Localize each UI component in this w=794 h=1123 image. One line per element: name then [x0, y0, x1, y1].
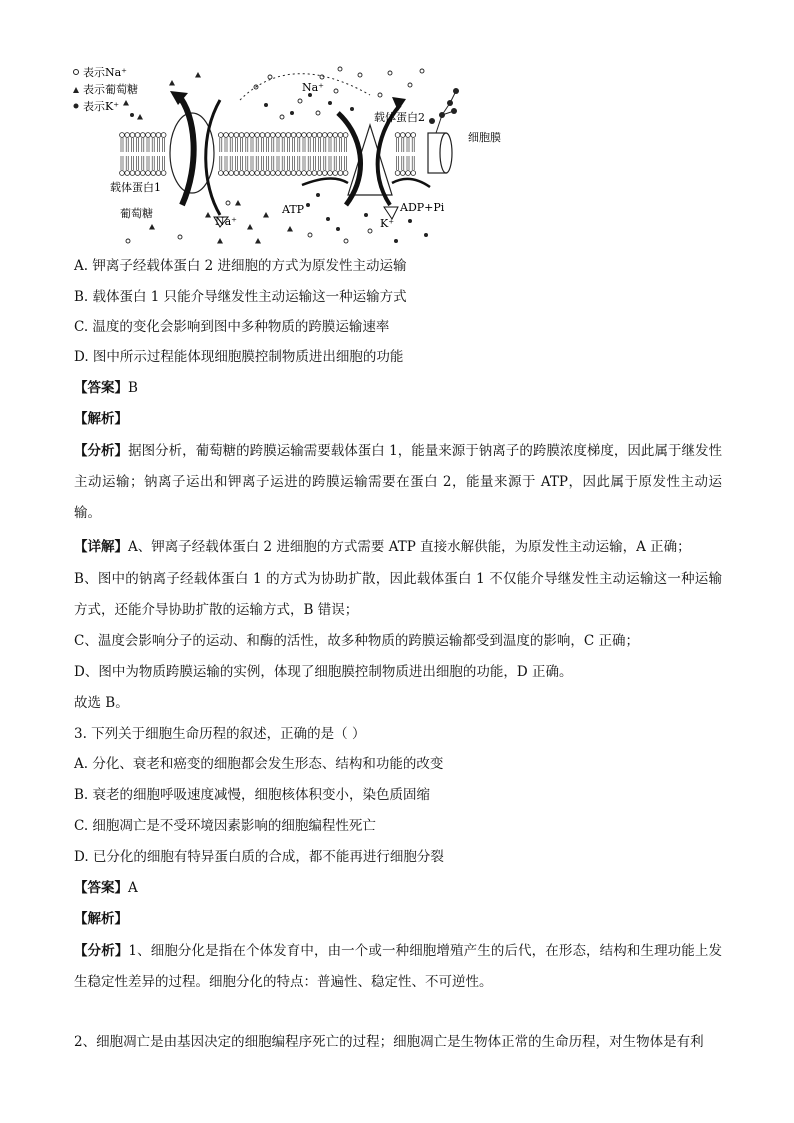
lipid-tail — [131, 138, 133, 152]
potassium-ion — [306, 203, 310, 207]
lipid-tail — [241, 138, 243, 152]
q2-answer — [74, 378, 138, 398]
glucose-molecule — [217, 238, 223, 244]
lipid-head — [229, 133, 234, 138]
lipid-tail — [121, 156, 123, 170]
lipid-tail — [137, 138, 139, 152]
lipid-head — [276, 171, 281, 176]
lipid-tail — [277, 156, 279, 170]
q2-option-b: B. 载体蛋白 1 只能介导继发性主动运输这一种运输方式 — [74, 289, 407, 305]
lipid-tail — [251, 156, 253, 170]
label-glucose: 葡萄糖 — [120, 207, 153, 220]
q2-xiangjie-c: C、温度会影响分子的运动、和酶的活性，故多种物质的跨膜运输都受到温度的影响，C 正确； — [74, 633, 639, 649]
q3-fenxi — [74, 936, 722, 998]
lipid-head — [406, 133, 411, 138]
lipid-head — [312, 171, 317, 176]
fenxi-text: 1、细胞分化是指在个体发育中，由一个或一种细胞增殖产生的后代，在形态，结构和生理功能上发生稳定性差异的过程。细胞分化的特点：普遍性、稳定性、不可逆性。 — [74, 943, 722, 990]
lipid-head — [286, 133, 291, 138]
q2-option-c: C. 温度的变化会影响到图中多种物质的跨膜运输速率 — [74, 319, 390, 335]
lipid-tail — [220, 138, 222, 152]
sodium-ion — [408, 83, 412, 87]
lipid-head — [281, 133, 286, 138]
lipid-tail — [324, 156, 326, 170]
lipid-tail — [241, 156, 243, 170]
lipid-tail — [225, 156, 227, 170]
lipid-head — [343, 133, 348, 138]
glucose-molecule — [137, 114, 143, 120]
glucose-molecule — [123, 100, 129, 106]
lipid-head — [130, 171, 135, 176]
lipid-tail — [287, 138, 289, 152]
lipid-tail — [329, 156, 331, 170]
lipid-tail — [277, 138, 279, 152]
glucose-molecule — [169, 80, 175, 86]
lipid-head — [276, 133, 281, 138]
lipid-tail — [339, 156, 341, 170]
lipid-tail — [345, 138, 347, 152]
lipid-head — [260, 133, 265, 138]
lipid-head — [338, 171, 343, 176]
lipid-tail — [308, 138, 310, 152]
lipid-tail — [152, 138, 154, 152]
sodium-ion — [344, 239, 348, 243]
potassium-ion — [328, 101, 332, 105]
potassium-ion — [130, 113, 134, 117]
lipid-tail — [142, 138, 144, 152]
potassium-ion — [316, 193, 320, 197]
glucose-molecule — [263, 212, 269, 218]
lipid-head — [125, 133, 130, 138]
lipid-head — [333, 133, 338, 138]
lipid-head — [343, 171, 348, 176]
lipid-head — [333, 171, 338, 176]
lipid-head — [244, 171, 249, 176]
sodium-ion — [378, 93, 382, 97]
fenxi-tag: 【分析】 — [74, 943, 129, 959]
membrane-protein-end — [440, 133, 452, 173]
lipid-tail — [147, 138, 149, 152]
lipid-tail — [313, 138, 315, 152]
lipid-tail — [272, 156, 274, 170]
lipid-tail — [402, 156, 404, 170]
lipid-head — [411, 171, 416, 176]
lipid-tail — [157, 138, 159, 152]
lipid-tail — [251, 138, 253, 152]
lipid-head — [255, 133, 260, 138]
lipid-tail — [235, 156, 237, 170]
lipid-tail — [230, 156, 232, 170]
lipid-tail — [412, 138, 414, 152]
lipid-tail — [334, 138, 336, 152]
atp-arrow — [302, 178, 348, 185]
sodium-ion — [316, 111, 320, 115]
legend-glucose: 表示葡萄糖 — [83, 83, 138, 96]
potassium-ion — [350, 107, 354, 111]
lipid-head — [244, 133, 249, 138]
lipid-head — [250, 133, 255, 138]
lipid-tail — [142, 156, 144, 170]
lipid-head — [161, 133, 166, 138]
lipid-head — [140, 171, 145, 176]
lipid-head — [229, 171, 234, 176]
lipid-head — [291, 133, 296, 138]
lipid-head — [156, 133, 161, 138]
lipid-tail — [407, 138, 409, 152]
lipid-tail — [152, 156, 154, 170]
lipid-head — [135, 171, 140, 176]
lipid-tail — [334, 156, 336, 170]
sodium-ion — [178, 235, 182, 239]
lipid-tail — [126, 156, 128, 170]
glucose-legend-icon — [73, 87, 79, 93]
sodium-ion — [388, 71, 392, 75]
q2-xiangjie-d: D、图中为物质跨膜运输的实例，体现了细胞膜控制物质进出细胞的功能，D 正确。 — [74, 664, 573, 680]
label-sodium-top: Na⁺ — [302, 81, 324, 94]
lipid-tail — [163, 156, 165, 170]
lipid-head — [317, 171, 322, 176]
lipid-tail — [319, 156, 321, 170]
q2-conclusion: 故选 B。 — [74, 695, 129, 711]
lipid-tail — [293, 138, 295, 152]
lipid-tail — [246, 156, 248, 170]
lipid-head — [265, 133, 270, 138]
membrane-transport-diagram — [70, 55, 550, 250]
lipid-head — [296, 171, 301, 176]
potassium-ion — [424, 233, 428, 237]
lipid-head — [395, 171, 400, 176]
lipid-tail — [163, 138, 165, 152]
glucose-molecule — [287, 226, 293, 232]
lipid-head — [224, 171, 229, 176]
label-carrier-1: 载体蛋白1 — [110, 181, 161, 194]
q2-xiangjie-b: B、图中的钠离子经载体蛋白 1 的方式为协助扩散，因此载体蛋白 1 不仅能介导继发性主动运输这一种运输方式，还能介导协助扩散的运输方式，B 错误； — [74, 571, 722, 618]
lipid-head — [296, 133, 301, 138]
answer-tag: 【答案】 — [74, 880, 128, 896]
lipid-tail — [412, 156, 414, 170]
lipid-head — [291, 171, 296, 176]
adp-arrow — [392, 179, 430, 187]
q2-xiangjie-a — [74, 532, 722, 563]
lipid-tail — [225, 138, 227, 152]
potassium-legend-icon — [74, 104, 79, 109]
legend-sodium: 表示Na⁺ — [83, 66, 127, 79]
lipid-tail — [345, 156, 347, 170]
lipid-tail — [313, 156, 315, 170]
label-potassium: K⁺ — [380, 217, 395, 230]
q3-option-b: B. 衰老的细胞呼吸速度减慢，细胞核体积变小，染色质固缩 — [74, 787, 431, 803]
lipid-tail — [121, 138, 123, 152]
lipid-tail — [407, 156, 409, 170]
sodium-legend-icon — [74, 70, 79, 75]
lipid-head — [322, 171, 327, 176]
glucose-molecule — [247, 224, 253, 230]
q2-fenxi — [74, 436, 722, 529]
sodium-ion — [338, 67, 342, 71]
lipid-tail — [397, 156, 399, 170]
lipid-tail — [267, 156, 269, 170]
lipid-tail — [282, 138, 284, 152]
lipid-tail — [324, 138, 326, 152]
lipid-head — [120, 171, 125, 176]
lipid-head — [400, 171, 405, 176]
glucose-molecule — [149, 224, 155, 230]
lipid-tail — [329, 138, 331, 152]
lipid-tail — [235, 138, 237, 152]
sodium-ion — [334, 89, 338, 93]
lipid-tail — [126, 138, 128, 152]
legend-potassium: 表示K⁺ — [83, 100, 120, 113]
lipid-head — [338, 133, 343, 138]
answer-value: B — [128, 380, 138, 396]
lipid-tail — [256, 156, 258, 170]
lipid-head — [234, 171, 239, 176]
potassium-ion — [336, 227, 340, 231]
lipid-head — [146, 171, 151, 176]
lipid-tail — [131, 156, 133, 170]
lipid-tail — [147, 156, 149, 170]
lipid-head — [286, 171, 291, 176]
sodium-ion — [280, 115, 284, 119]
sodium-ion — [126, 239, 130, 243]
lipid-head — [151, 133, 156, 138]
lipid-tail — [267, 138, 269, 152]
lipid-tail — [298, 156, 300, 170]
lipid-head — [302, 171, 307, 176]
lipid-tail — [303, 156, 305, 170]
lipid-tail — [256, 138, 258, 152]
q3-point-2: 2、细胞凋亡是由基因决定的细胞编程序死亡的过程；细胞凋亡是生物体正常的生命历程，对生物体是有利 — [74, 1034, 704, 1050]
lipid-head — [156, 171, 161, 176]
lipid-head — [130, 133, 135, 138]
lipid-head — [265, 171, 270, 176]
q3-option-d: D. 已分化的细胞有特异蛋白质的合成，都不能再进行细胞分裂 — [74, 849, 444, 865]
q3-analysis-tag: 【解析】 — [74, 911, 128, 927]
xiangjie-tag: 【详解】 — [74, 539, 128, 555]
lipid-tail — [303, 138, 305, 152]
label-cell-membrane: 细胞膜 — [468, 131, 501, 144]
sodium-ion — [226, 201, 230, 205]
lipid-head — [302, 133, 307, 138]
q2-option-a: A. 钾离子经载体蛋白 2 进细胞的方式为原发性主动运输 — [74, 258, 407, 274]
lipid-tail — [402, 138, 404, 152]
lipid-head — [140, 133, 145, 138]
sodium-ion — [320, 75, 324, 79]
lipid-tail — [220, 156, 222, 170]
lipid-head — [307, 171, 312, 176]
lipid-head — [281, 171, 286, 176]
lipid-tail — [397, 138, 399, 152]
lipid-head — [146, 133, 151, 138]
glucose-molecule — [205, 212, 211, 218]
lipid-tail — [246, 138, 248, 152]
lipid-head — [239, 171, 244, 176]
lipid-tail — [137, 156, 139, 170]
label-atp: ATP — [282, 203, 305, 216]
sodium-ion — [358, 73, 362, 77]
lipid-head — [255, 171, 260, 176]
q2-analysis-tag: 【解析】 — [74, 411, 128, 427]
lipid-head — [224, 133, 229, 138]
sodium-ion — [298, 99, 302, 103]
lipid-head — [411, 133, 416, 138]
label-sodium-bottom: Na⁺ — [215, 215, 237, 228]
q2-option-d: D. 图中所示过程能体现细胞膜控制物质进出细胞的功能 — [74, 349, 404, 365]
lipid-tail — [272, 138, 274, 152]
lipid-head — [135, 133, 140, 138]
carrier2-arrowhead — [392, 97, 406, 111]
glycoprotein-chain — [429, 88, 459, 133]
lipid-tail — [293, 156, 295, 170]
potassium-ion — [290, 111, 294, 115]
sodium-ion — [308, 233, 312, 237]
potassium-ion — [394, 239, 398, 243]
sodium-ion — [420, 69, 424, 73]
lipid-head — [120, 133, 125, 138]
lipid-head — [317, 133, 322, 138]
q3-option-a: A. 分化、衰老和癌变的细胞都会发生形态、结构和功能的改变 — [74, 756, 444, 772]
fenxi-text: 据图分析，葡萄糖的跨膜运输需要载体蛋白 1，能量来源于钠离子的跨膜浓度梯度，因此属于继发性主动运输；钠离子运出和钾离子运进的跨膜运输需要在蛋白 2，能量来源于 ATP，因此属于原发性主动运输。 — [74, 443, 723, 521]
lipid-tail — [230, 138, 232, 152]
lipid-tail — [339, 138, 341, 152]
lipid-head — [125, 171, 130, 176]
glucose-molecule — [235, 200, 241, 206]
lipid-tail — [319, 138, 321, 152]
lipid-tail — [308, 156, 310, 170]
lipid-head — [239, 133, 244, 138]
potassium-ion — [408, 219, 412, 223]
xiangjie-a-text: A、钾离子经载体蛋白 2 进细胞的方式需要 ATP 直接水解供能，为原发性主动运输，A 正确； — [128, 539, 691, 555]
sodium-ion — [368, 229, 372, 233]
lipid-head — [395, 133, 400, 138]
label-carrier-2: 载体蛋白2 — [374, 111, 425, 124]
lipid-tail — [157, 156, 159, 170]
lipid-head — [322, 133, 327, 138]
lipid-tail — [287, 156, 289, 170]
sodium-ion — [268, 75, 272, 79]
lipid-head — [260, 171, 265, 176]
q3-option-c: C. 细胞凋亡是不受环境因素影响的细胞编程性死亡 — [74, 818, 376, 834]
lipid-head — [270, 133, 275, 138]
lipid-head — [250, 171, 255, 176]
lipid-head — [406, 171, 411, 176]
lipid-head — [270, 171, 275, 176]
lipid-tail — [282, 156, 284, 170]
lipid-head — [234, 133, 239, 138]
fenxi-tag: 【分析】 — [74, 443, 129, 459]
lipid-tail — [261, 138, 263, 152]
potassium-ion — [326, 217, 330, 221]
lipid-head — [307, 133, 312, 138]
lipid-head — [218, 171, 223, 176]
answer-value: A — [128, 880, 138, 896]
lipid-head — [328, 171, 333, 176]
label-adp-pi: ADP+Pi — [400, 201, 445, 214]
lipid-head — [312, 133, 317, 138]
lipid-head — [328, 133, 333, 138]
lipid-head — [161, 171, 166, 176]
answer-tag: 【答案】 — [74, 380, 128, 396]
potassium-ion — [364, 213, 368, 217]
lipid-head — [151, 171, 156, 176]
lipid-head — [218, 133, 223, 138]
lipid-tail — [298, 138, 300, 152]
glucose-molecule — [195, 72, 201, 78]
q3-stem: 3. 下列关于细胞生命历程的叙述，正确的是（ ） — [74, 726, 366, 742]
lipid-head — [400, 133, 405, 138]
q3-answer — [74, 878, 138, 898]
potassium-ion — [264, 103, 268, 107]
glucose-molecule — [255, 238, 261, 244]
lipid-tail — [261, 156, 263, 170]
